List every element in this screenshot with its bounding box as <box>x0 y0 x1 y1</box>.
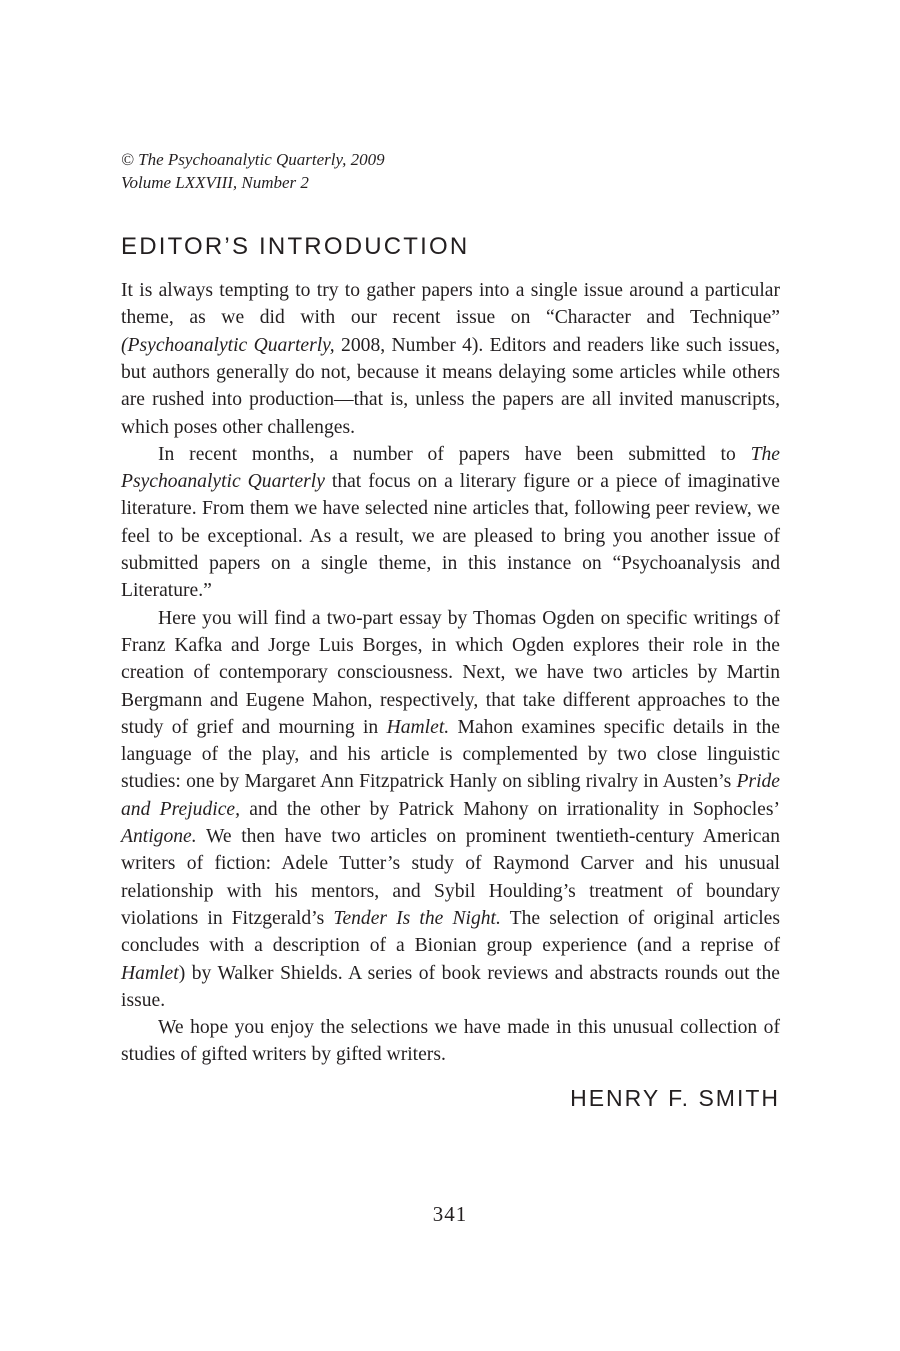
page-number: 341 <box>432 1202 468 1226</box>
paragraph-text: We then have two articles on prominent twentieth-century American writers of fiction: Adele Tutter’s study of Raymond Carver and his unusual relationship with his mentors, and Sybil Houlding’s treatment of boundary violations in Fitzgerald’s <box>121 826 780 929</box>
work-title: Hamlet. <box>386 716 450 738</box>
journal-header <box>121 148 780 194</box>
paragraph-text: 2008, Number 4). Editors and readers like such issues, but authors generally do not, because it means delaying some articles while others are rushed into production—that is, unless the papers are all invited manuscripts, which poses other challenges. <box>121 334 780 438</box>
paragraph-text: ) by Walker Shields. A series of book reviews and abstracts rounds out the issue. <box>121 962 780 1011</box>
article-page <box>121 148 780 1113</box>
paragraph-text: In recent months, a number of papers have been submitted to <box>158 443 751 465</box>
paragraph-text: It is always tempting to try to gather papers into a single issue around a particular theme, as we did with our recent issue on “Character and Technique” <box>121 280 780 329</box>
paragraph-text: Mahon examines specific details in the language of the play, and his article is complemented by two close linguistic studies: one by Margaret Ann Fitzpatrick Hanly on sibling rivalry in Austen’s <box>121 716 780 793</box>
paragraph-text: that focus on a literary figure or a piece of imaginative literature. From them we have selected nine articles that, following peer review, we feel to be exceptional. As a result, we are pleased to bring you another issue of submitted papers on a single theme, in this instance on “Psychoanalysis and Literature.” <box>121 471 780 602</box>
paragraph-1 <box>121 277 780 441</box>
paragraph-text: We hope you enjoy the selections we have made in this unusual collection of studies of gifted writers by gifted writers. <box>121 1017 780 1066</box>
journal-reference: The Psychoanalytic Quarterly <box>121 443 780 493</box>
paragraph-4 <box>121 1014 780 1069</box>
article-title: EDITOR’S INTRODUCTION <box>121 233 470 260</box>
paragraph-text: and the other by Patrick Mahony on irrationality in Sophocles’ <box>240 798 780 820</box>
work-title: Pride and Prejudice, <box>121 771 780 820</box>
author-signature: HENRY F. SMITH <box>570 1084 780 1111</box>
journal-copyright-line: © The Psychoanalytic Quarterly, 2009 <box>121 150 385 169</box>
journal-reference: (Psychoanalytic Quarterly, <box>121 334 335 356</box>
paragraph-2 <box>121 441 780 605</box>
paragraph-text: Here you will find a two-part essay by Thomas Ogden on specific writings of Franz Kafka and Jorge Luis Borges, in which Ogden explores their role in the creation of contemporary consciousness. Next, we have two articles by Martin Bergmann and Eugene Mahon, respectively, that take different approaches to the study of grief and mourning in <box>121 607 780 738</box>
work-title: Tender Is the Night. <box>333 907 501 929</box>
work-title: Hamlet <box>121 962 179 984</box>
work-title: Antigone. <box>121 826 197 848</box>
journal-volume-line: Volume LXXVIII, Number 2 <box>121 173 309 192</box>
paragraph-text: The selection of original articles concludes with a description of a Bionian group experience (and a reprise of <box>121 907 780 957</box>
paragraph-3 <box>121 605 780 1014</box>
article-body <box>121 277 780 1069</box>
